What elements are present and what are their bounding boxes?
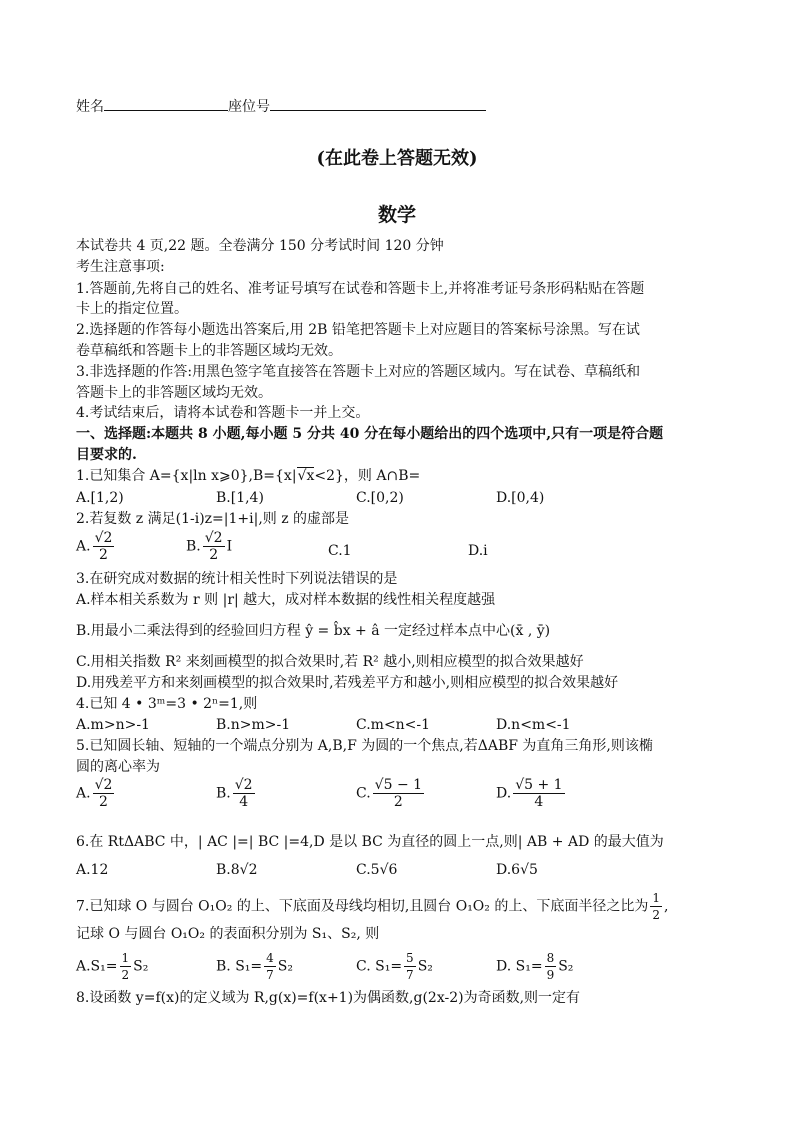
q3-option-a: A.样本相关系数为 r 则 |r| 越大，成对样本数据的线性相关程度越强 <box>76 592 496 608</box>
q1-radicand: x <box>306 468 315 484</box>
name-label: 姓名 <box>76 99 104 115</box>
q7-b-tail: S₂ <box>277 958 293 975</box>
q3-option-b: B.用最小二乘法得到的经验回归方程 ŷ = b̂x + â 一定经过样本点中心(x̄ , ȳ) <box>76 623 551 639</box>
q4-option-c: C.m<n<-1 <box>356 717 431 733</box>
q5-stem-b: 圆的离心率为 <box>76 759 160 775</box>
q5-option-a <box>76 777 116 810</box>
q5-d-label: D. <box>496 785 512 802</box>
q5-option-b <box>216 777 257 810</box>
q3-option-d: D.用残差平方和来刻画模型的拟合效果时,若残差平方和越小,则相应模型的拟合效果越好 <box>76 675 619 691</box>
intro-item3b: 答题卡上的非答题区域均无效。 <box>76 385 272 401</box>
q5-d-den: 4 <box>534 794 544 810</box>
q2-b-label: B. <box>186 538 201 555</box>
q2-option-a <box>76 530 116 563</box>
q1-option-b: B.[1,4) <box>216 490 264 506</box>
q7-stem-a-end: , <box>663 898 669 915</box>
q8-stem: 8.设函数 y=f(x)的定义域为 R,g(x)=f(x+1)为偶函数,g(2x-2)为奇函数,则一定有 <box>76 990 581 1006</box>
q2-a-num: √2 <box>94 530 113 546</box>
q7-a-label: A.S₁= <box>76 958 118 975</box>
intro-item1a: 1.答题前,先将自己的姓名、准考证号填写在试卷和答题卡上,并将准考证号条形码粘贴在答题 <box>76 281 645 297</box>
q5-a-den: 2 <box>99 794 108 810</box>
q7-a-num: 1 <box>121 951 130 965</box>
q2-b-num: √2 <box>204 530 223 546</box>
q1-stem-a: 1.已知集合 A={x|ln x⩾0},B={x| <box>76 468 297 484</box>
q7-option-b <box>216 950 293 983</box>
q1-option-c: C.[0,2) <box>356 490 404 506</box>
q7-a-tail: S₂ <box>133 958 149 975</box>
q7-a-frac <box>120 950 132 983</box>
q7-b-frac <box>264 950 276 983</box>
q3-option-c: C.用相关指数 R² 来刻画模型的拟合效果时,若 R² 越小,则相应模型的拟合效果越好 <box>76 654 584 670</box>
q5-c-label: C. <box>356 785 371 802</box>
seat-blank <box>270 96 486 111</box>
q7-ratio-num: 1 <box>652 891 660 905</box>
q1-stem-b: <2}，则 A∩B= <box>314 468 421 484</box>
q5-option-c <box>356 777 426 810</box>
q7-stem-b: 记球 O 与圆台 O₁O₂ 的表面积分别为 S₁、S₂, 则 <box>76 926 380 942</box>
q7-option-a <box>76 950 148 983</box>
q5-stem-a: 5.已知圆长轴、短轴的一个端点分别为 A,B,F 为圆的一个焦点,若ΔABF 为直角三角形,则该椭 <box>76 738 653 754</box>
q7-c-tail: S₂ <box>417 958 433 975</box>
intro-line2: 考生注意事项: <box>76 259 165 275</box>
q4-stem: 4.已知 4 • 3ᵐ=3 • 2ⁿ=1,则 <box>76 696 258 712</box>
intro-item2b: 卷草稿纸和答题卡上的非答题区域均无效。 <box>76 343 342 359</box>
q6-option-c: C.5√6 <box>356 862 398 878</box>
q7-c-num: 5 <box>406 951 414 965</box>
q5-d-frac <box>513 777 564 810</box>
q7-b-label: B. S₁= <box>216 958 263 975</box>
q2-option-b <box>186 530 232 563</box>
q5-b-label: B. <box>216 785 231 802</box>
q2-b-suffix: I <box>226 538 233 555</box>
q7-d-frac <box>545 950 557 983</box>
q5-b-den: 4 <box>239 794 249 810</box>
q7-d-den: 9 <box>546 968 555 982</box>
intro-item1b: 卡上的指定位置。 <box>76 301 188 317</box>
q2-a-den: 2 <box>99 547 108 563</box>
q7-d-num: 8 <box>546 951 555 965</box>
q2-a-frac <box>93 530 115 563</box>
q6-option-d: D.6√5 <box>496 862 538 878</box>
q7-a-den: 2 <box>121 968 130 982</box>
q5-d-num: √5 + 1 <box>515 777 563 793</box>
intro-item3a: 3.非选择题的作答:用黑色签字笔直接答在答题卡上对应的答题区域内。写在试卷、草稿纸和 <box>76 364 641 380</box>
q7-ratio-den: 2 <box>652 908 660 922</box>
q5-c-num: √5 − 1 <box>374 777 423 793</box>
q5-a-frac <box>93 777 115 810</box>
q6-option-a: A.12 <box>76 862 109 878</box>
q1-stem <box>76 466 420 486</box>
subject-title: 数学 <box>377 204 416 226</box>
q5-option-d <box>496 777 567 810</box>
q5-b-frac <box>233 777 255 810</box>
intro-line1: 本试卷共 4 页,22 题。全卷满分 150 分考试时间 120 分钟 <box>76 238 444 254</box>
q7-ratio-frac <box>650 890 662 923</box>
q2-option-c: C.1 <box>328 543 352 559</box>
q7-c-label: C. S₁= <box>356 958 403 975</box>
q7-b-num: 4 <box>266 951 274 965</box>
q1-sqrt: √x <box>297 468 315 484</box>
q5-a-label: A. <box>76 785 91 802</box>
q7-c-den: 7 <box>406 968 414 982</box>
q2-a-label: A. <box>76 538 91 555</box>
q7-stem-a <box>76 890 668 923</box>
q4-option-b: B.n>m>-1 <box>216 717 291 733</box>
header-line <box>76 96 486 117</box>
q7-option-c <box>356 950 433 983</box>
q2-b-frac <box>203 530 225 563</box>
seat-label: 座位号 <box>228 99 270 115</box>
q7-d-label: D. S₁= <box>496 958 543 975</box>
q7-d-tail: S₂ <box>558 958 574 975</box>
q7-option-d <box>496 950 573 983</box>
q5-b-num: √2 <box>234 777 253 793</box>
q4-option-a: A.m>n>-1 <box>76 717 150 733</box>
q6-option-b: B.8√2 <box>216 862 258 878</box>
q5-c-frac <box>373 777 424 810</box>
notice-title: (在此卷上答题无效) <box>316 148 478 169</box>
q3-stem: 3.在研究成对数据的统计相关性时下列说法错误的是 <box>76 571 398 587</box>
q1-option-d: D.[0,4) <box>496 490 545 506</box>
q2-b-den: 2 <box>209 547 219 563</box>
name-blank <box>104 96 228 111</box>
q7-stem-a-text: 7.已知球 O 与圆台 O₁O₂ 的上、下底面及母线均相切,且圆台 O₁O₂ 的上、下底面半径之比为 <box>76 898 649 915</box>
section1-line2: 目要求的. <box>76 447 137 463</box>
intro-item2a: 2.选择题的作答每小题选出答案后,用 2B 铅笔把答题卡上对应题目的答案标号涂黑。写在试 <box>76 322 640 338</box>
q7-b-den: 7 <box>266 968 274 982</box>
q4-option-d: D.n<m<-1 <box>496 717 571 733</box>
q7-c-frac <box>404 950 416 983</box>
q5-a-num: √2 <box>94 777 113 793</box>
intro-item4: 4.考试结束后，请将本试卷和答题卡一并上交。 <box>76 405 370 421</box>
q2-option-d: D.i <box>468 543 488 559</box>
q5-c-den: 2 <box>393 794 403 810</box>
q2-stem: 2.若复数 z 满足(1-i)z=|1+i|,则 z 的虚部是 <box>76 511 350 527</box>
section1-line1: 一、选择题:本题共 8 小题,每小题 5 分共 40 分在每小题给出的四个选项中,只有一项是符合题 <box>76 426 664 442</box>
q6-stem: 6.在 RtΔABC 中，| AC |=| BC |=4,D 是以 BC 为直径的圆上一点,则| AB + AD 的最大值为 <box>76 834 664 850</box>
q1-option-a: A.[1,2) <box>76 490 124 506</box>
